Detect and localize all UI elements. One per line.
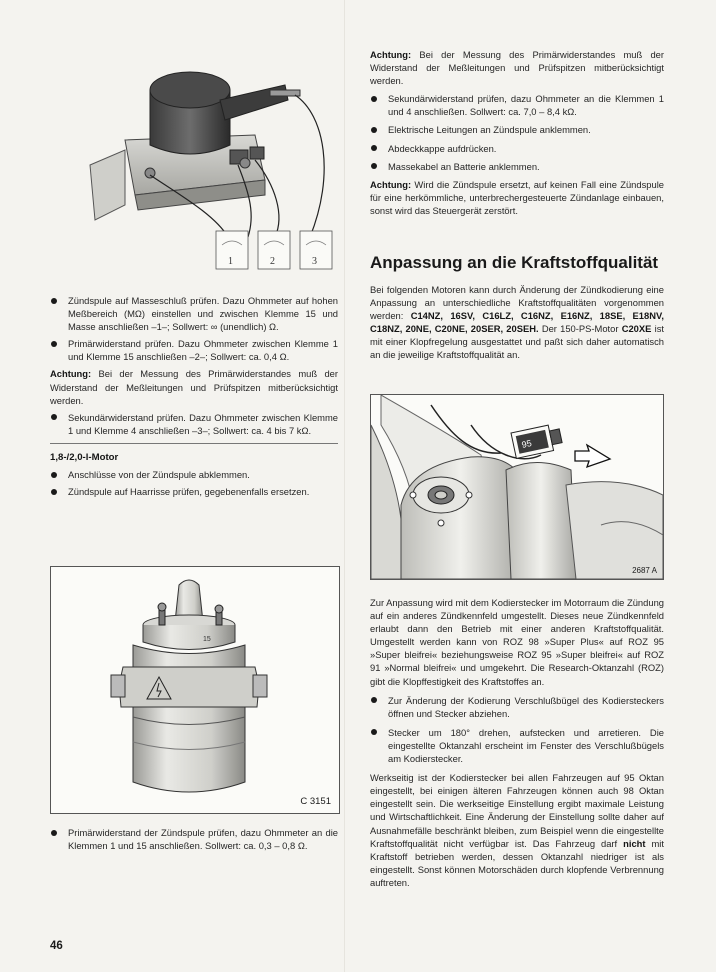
factory-text-a: Werkseitig ist der Kodierstecker bei allen Fahrzeugen auf 95 Oktan eingestellt, bei einigen älteren Fahrzeugen können auch 98 Oktan eingestellt sein. Die werkseitige Einstellung ergibt maximale Leistung und Wirtschaftlichkeit. Eine Änderung der Einstellung sollte daher auf Ausnahmefälle beschränkt bleiben, zum Beispiel wenn die eingestellte Kraftstoffqualität nicht verfügbar ist. Das Fahrzeug darf — [370, 772, 664, 849]
section-title-fuel-quality: Anpassung an die Kraftstoffqualität — [370, 253, 659, 272]
cylindrical-coil-illustration — [51, 567, 339, 813]
bullet-connect-wires: Elektrische Leitungen an Zündspule anklemmen. — [370, 123, 664, 136]
bullet-primary-resistance: Primärwiderstand prüfen. Dazu Ohmmeter zwischen Klemme 1 und Klemme 15 anschließen –2–; Sollwert: ca. 0,4 Ω. — [50, 337, 338, 363]
achtung-text-right-2: Wird die Zündspule ersetzt, auf keinen Fall eine Zündspule für eine herkömmliche, unterbrechergesteuerte Zündanlage einbauen, sonst wird das Steuergerät zerstört. — [370, 178, 665, 216]
factory-text-bold: nicht — [623, 837, 646, 849]
bullet-ground-fault-check: Zündspule auf Masseschluß prüfen. Dazu Ohmmeter auf hohen Meßbereich (MΩ) einstellen und zwischen Klemme 15 und Masse anschließen –1–; Sollwert: ∞ (unendlich) Ω. — [50, 294, 338, 333]
intro-text-a: Bei folgenden Motoren kann durch Änderung der Zündkodierung eine Anpassung an unterschiedliche Kraftstoffqualitäten vorgenommen werden: — [370, 284, 664, 322]
figure-label-c3151: C 3151 — [300, 796, 331, 807]
achtung-label-left: Achtung: — [50, 368, 92, 380]
bullet-hairline-cracks: Zündspule auf Haarrisse prüfen, gegebenenfalls ersetzen. — [50, 485, 338, 498]
section-divider — [50, 443, 338, 444]
page-number: 46 — [50, 940, 63, 952]
coding-plug-illustration — [371, 395, 663, 579]
figure-ignition-coil-measurement — [70, 45, 350, 280]
achtung-text-left: Bei der Messung des Primärwiderstandes muß der Widerstand der Meßleitungen und Prüfspitzen mitberücksichtigt werden. — [50, 368, 338, 406]
section-heading-engine: 1,8-/2,0-l-Motor — [50, 451, 119, 463]
achtung-text-right-1: Bei der Messung des Primärwiderstandes muß der Widerstand der Meßleitungen und Prüfspitzen mitberücksichtigt werden. — [370, 49, 664, 87]
achtung-note-left — [50, 367, 338, 406]
intro-text-b: Der 150-PS-Motor — [541, 323, 619, 335]
intro-paragraph — [370, 283, 664, 362]
engine-c20xe: C20XE — [621, 323, 652, 335]
bullet-secondary-resistance: Sekundärwiderstand prüfen. Dazu Ohmmeter zwischen Klemme 1 und Klemme 4 anschließen –3–; Sollwert: ca. 4 bis 7 kΩ. — [50, 411, 338, 437]
svg-text:15: 15 — [203, 636, 211, 643]
engine-list: C14NZ, 16SV, C16LZ, C16NZ, E16NZ, 18SE, E18NV, C18NZ, 20NE, C20NE, 20SER, 20SEH. — [370, 310, 664, 335]
bullet-rotate-plug: Stecker um 180° drehen, aufstecken und arretieren. Die eingestellte Oktanzahl erscheint im Fenster des Verschlußbügels am Kodierstecker. — [370, 726, 664, 765]
right-column-upper — [370, 48, 664, 217]
paragraph-factory-setting — [370, 771, 664, 889]
right-column-section — [370, 252, 664, 362]
paragraph-coding-change: Zur Anpassung wird mit dem Kodierstecker im Motorraum die Zündung auf ein anderes Zündkennfeld umgestellt. Dieses neue Zündkennfeld erlaubt dann den Betrieb mit einer anderen Kraftstoffqualität. Umgestellt werden kann von ROZ 98 »Super Plus« auf ROZ 95 »Super bleifrei« beziehungsweise ROZ 95 »Super bleifrei« auf ROZ 91 »Normal bleifrei« und umgekehrt. Die Research-Oktanzahl (ROZ) gibt die Klopffestigkeit des Kraftstoffes an. — [370, 597, 664, 687]
right-column-lower — [370, 596, 664, 889]
bullet-secondary-resistance-right: Sekundärwiderstand prüfen, dazu Ohmmeter an die Klemmen 1 und 4 anschließen. Sollwert: ca. 7,0 – 8,4 kΩ. — [370, 92, 664, 118]
bullet-connect-ground: Massekabel an Batterie anklemmen. — [370, 160, 664, 173]
bullet-open-clamp: Zur Änderung der Kodierung Verschlußbügel des Kodiersteckers öffnen und Stecker abziehen. — [370, 694, 664, 720]
left-column-upper — [50, 294, 338, 498]
figure-cylindrical-coil — [50, 566, 340, 814]
achtung-note-right-1 — [370, 48, 664, 87]
terminal-label-3: 3 — [312, 256, 317, 267]
left-column-lower — [50, 826, 338, 852]
achtung-note-right-2 — [370, 178, 664, 217]
svg-text:95: 95 — [520, 438, 533, 450]
terminal-label-1: 1 — [228, 256, 233, 267]
coil-measurement-illustration — [70, 45, 350, 280]
achtung-label-right-1: Achtung: — [370, 49, 412, 60]
figure-label-2687a: 2687 A — [632, 566, 657, 575]
figure-coding-plug — [370, 394, 664, 580]
bullet-press-cap: Abdeckkappe aufdrücken. — [370, 142, 664, 155]
intro-text-c: ist mit einer Klopfregelung ausgestattet und paßt sich daher automatisch an die jeweilige Kraftstoffqualität an. — [370, 323, 664, 361]
bullet-primary-resistance-cylinder: Primärwiderstand der Zündspule prüfen, dazu Ohmmeter an die Klemmen 1 und 15 anschließen. Sollwert: ca. 0,3 – 0,8 Ω. — [50, 826, 338, 852]
bullet-disconnect: Anschlüsse von der Zündspule abklemmen. — [50, 468, 338, 481]
terminal-label-2: 2 — [270, 256, 275, 267]
achtung-label-right-2: Achtung: — [370, 178, 412, 190]
factory-text-b: mit Kraftstoff betrieben werden, dessen Oktanzahl niedriger ist als eingestellt. Sonst können Motorschäden durch klopfende Verbrennung auftreten. — [370, 837, 664, 888]
